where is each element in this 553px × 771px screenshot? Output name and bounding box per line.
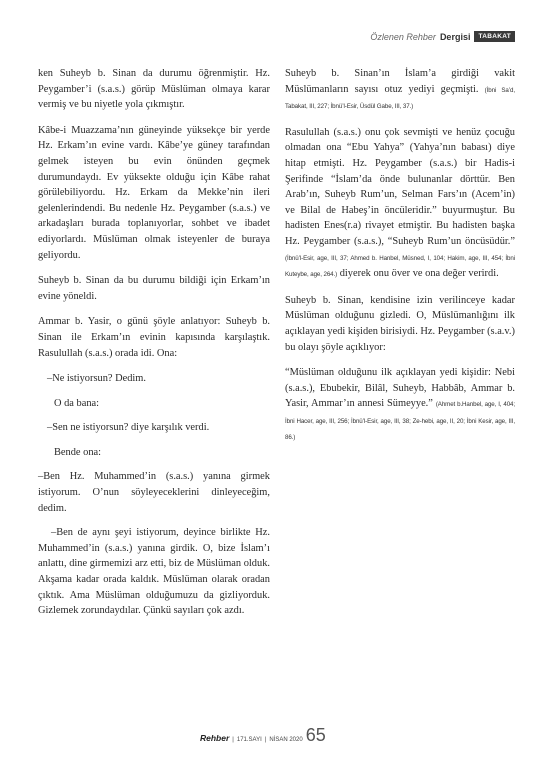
quote-paragraph: [285, 365, 515, 446]
issue-date: NİSAN 2020: [269, 737, 303, 743]
paragraph-text: Suheyb b. Sinan’ın İslam’a girdiği vakit Müslümanların sayısı otuz yediyi geçmişti.: [285, 68, 515, 95]
section-badge: TABAKAT: [474, 31, 515, 42]
page-number: 65: [305, 725, 326, 745]
left-column: [38, 66, 270, 629]
paragraph: Suheyb b. Sinan, kendisine izin verilinceye kadar Müslüman olduğunu gizledi. O, Müslümanlığını ilk açıklayan yedi kişiden birisiydi. Hz. Peygamber (s.a.v.) bu olayı şöyle açıklıyor:: [285, 294, 515, 353]
paragraph: [285, 125, 515, 283]
header-brand: Özlenen Rehber: [370, 31, 436, 42]
dialogue-line: O da bana:: [54, 397, 100, 409]
quote-text: “Müslüman olduğunu ilk açıklayan yedi kişidir: Nebi (s.a.s.), Ebubekir, Bilâl, Suheyb, Habbâb, Ammar b. Yasir, Ammar’ın annesi Sümeyye.”: [285, 367, 515, 410]
paragraph: [285, 66, 515, 115]
header-magazine: Dergisi: [439, 31, 471, 42]
footer-divider: |: [264, 737, 267, 743]
dialogue-line: –Ben Hz. Muhammed’in (s.a.s.) yanına girmek istiyorum. O’nun söyleyeceklerini dinleyeceğim, dedim.: [38, 471, 270, 514]
page-header: [370, 31, 515, 42]
footer-divider: |: [232, 737, 234, 743]
dialogue-line: Bende ona:: [54, 446, 102, 458]
paragraph: Suheyb b. Sinan da bu durumu bildiği için Erkam’ın evine yöneldi.: [38, 275, 270, 302]
paragraph: Ammar b. Yasir, o günü şöyle anlatıyor: Suheyb b. Sinan ile Erkam’ın evinin kapısında karşılaştık. Rasulullah (s.a.s.) orada idi. Ona:: [38, 316, 270, 359]
dialogue-line: –Sen ne istiyorsun? diye karşılık verdi.: [47, 422, 210, 434]
paragraph-text: diyerek onu över ve ona değer verirdi.: [339, 268, 499, 280]
paragraph: ken Suheyb b. Sinan da durumu öğrenmiştir. Hz. Peygamber’i (s.a.s.) görüp Müslüman olmaya karar vermiş ve bu niyetle yola çıkmıştır.: [38, 68, 270, 111]
footer-logo: Rehber: [200, 733, 230, 743]
source-citation: (Ahmet b.Hanbel, age, I, 404; İbni Hacer, age, III, 256; İbnü’l-Esir, age, III, 38; Ze-hebi, age, II, 20; İbni Kesir, age, III, 86.): [285, 401, 516, 442]
paragraph: Kâbe-i Muazzama’nın güneyinde yüksekçe bir yerde Hz. Erkam’ın evine vardı. Kâbe’ye güney tarafından gelmek isteyen bu evin önünden geçmek durumundaydı. Ev yüksekte olduğu için Kâbe rahat görülebiliyordu. Hz. Erkam da Mekke’nin ileri gelenlerindendi. Bu nedenle Hz. Peygamber (s.a.s.) ve arkadaşları burada toplanıyorlar, sohbet ve ibadet ediyorlardı. Müslüman olmak isteyenler de buraya geliyordu.: [38, 124, 270, 261]
issue-number: 171.SAYI: [236, 737, 262, 743]
dialogue-line: –Ne istiyorsun? Dedim.: [47, 373, 146, 385]
source-citation: (İbni Sa’d, Tabakat, III, 227; İbnü’l-Esir, Üsdül Gabe, III, 37.): [285, 86, 515, 111]
paragraph: –Ben de aynı şeyi istiyorum, deyince birlikte Hz. Muhammed’in (s.a.s.) yanına girdik. O, bize İslam’ı anlattı, dine girmemizi arz etti, biz de Müslüman olduk. Akşama kadar orada kaldık. Müslüman olarak oradan çıktık. Ama Müslüman olduğumuzu da gizliyorduk. Gizlemek zorundaydılar. Çünkü sayıları çok azdı.: [38, 527, 270, 617]
page-footer: [200, 727, 326, 743]
paragraph-text: Rasulullah (s.a.s.) onu çok sevmişti ve henüz çocuğu olmadan ona “Ebu Yahya” (Yahya’nın babası) diye hitap etmişti. Hz. Peygamber (s.a.s.) bir Hadis-i Şerifinde “İslam’da önde bulunanlar dörttür. Ben Arab’ın, Suheyb Rum’un, Selman Fars’ın (Acem’in) ve Bilal de Habeş’in öncüleridir.” buyurmuştur. Bu hadisten Enes(r.a) rivayet etmiştir. Bu hadisten başka Hz. Peygamber (s.a.s.), “Suheyb Rum’un öncüsüdür.”: [285, 126, 515, 247]
right-column: [285, 66, 515, 456]
source-citation: (İbnü’l-Esir, age, III, 37; Ahmed b. Hanbel, Müsned, I, 104; Hakim, age, III, 454; İbni Kuteybe, age, 264.): [285, 254, 515, 279]
